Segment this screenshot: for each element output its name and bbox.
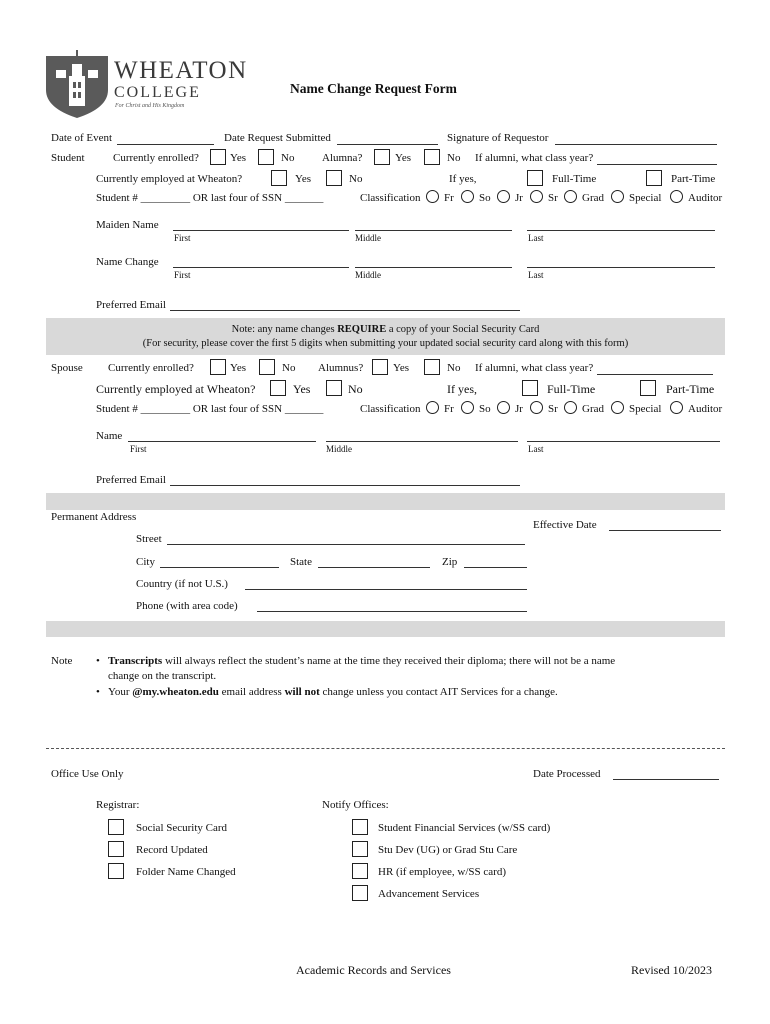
registrar-ssn-label: Social Security Card [136,822,228,834]
logo-motto: For Christ and His Kingdom [115,103,185,109]
phone-label: Phone (with area code) [136,600,238,612]
name-change-label: Name Change [96,256,159,268]
country-label: Country (if not U.S.) [136,578,228,590]
spouse-employed-no-checkbox[interactable] [326,380,342,396]
student-class-auditor-radio[interactable] [670,190,683,203]
student-class-special-label: Special [629,192,662,204]
notify-sfs-label: Student Financial Services (w/SS card) [378,822,551,834]
separator-band-1 [46,493,725,510]
student-class-year-label: If alumni, what class year? [475,152,594,164]
signature-field[interactable] [555,144,717,145]
city-field[interactable] [160,567,279,568]
signature-label: Signature of Requestor [447,132,549,144]
student-classification-options [426,190,726,206]
city-label: City [136,556,155,568]
spouse-class-fr-radio[interactable] [426,401,439,414]
maiden-middle-caption: Middle [355,233,381,243]
office-use-label: Office Use Only [51,768,124,780]
spouse-classification-label: Classification [360,403,421,415]
student-class-jr-radio[interactable] [497,190,510,203]
footer-office: Academic Records and Services [296,963,451,977]
student-part-time-label: Part-Time [671,173,716,185]
spouse-class-special-label: Special [629,403,662,415]
student-class-special-radio[interactable] [611,190,624,203]
spouse-middle-caption: Middle [326,444,352,454]
spouse-class-sr-radio[interactable] [530,401,543,414]
spouse-class-grad-radio[interactable] [564,401,577,414]
spouse-part-time-checkbox[interactable] [640,380,656,396]
notify-advancement-label: Advancement Services [378,888,480,900]
spouse-section-label: Spouse [51,362,83,374]
spouse-last-caption: Last [528,444,544,454]
student-if-yes-label: If yes, [449,173,477,185]
spouse-enrolled-label: Currently enrolled? [108,362,194,374]
notify-studev-checkbox[interactable] [352,841,368,857]
spouse-full-time-checkbox[interactable] [522,380,538,396]
spouse-enrolled-yes-checkbox[interactable] [210,359,226,375]
date-of-event-label: Date of Event [51,132,113,144]
student-alumna-yes-label: Yes [395,152,412,164]
note-transcripts-line2: change on the transcript. [108,670,217,682]
name-change-first-field[interactable] [173,267,349,268]
spouse-class-jr-label: Jr [515,403,523,415]
spouse-class-fr-label: Fr [444,403,454,415]
maiden-last-field[interactable] [527,230,715,231]
student-class-sr-label: Sr [548,192,558,204]
spouse-employed-no-label: No [348,382,363,396]
state-label: State [290,556,312,568]
spouse-middle-field[interactable] [326,441,518,442]
date-request-submitted-field[interactable] [337,144,438,145]
student-classification-label: Classification [360,192,421,204]
maiden-first-field[interactable] [173,230,349,231]
date-request-submitted-label: Date Request Submitted [224,132,331,144]
spouse-enrolled-no-checkbox[interactable] [259,359,275,375]
student-alumna-no-label: No [447,152,461,164]
spouse-class-year-label: If alumni, what class year? [475,362,594,374]
student-alumna-yes-checkbox[interactable] [374,149,390,165]
spouse-number-ssn-label: Student # _________ OR last four of SSN _______ [96,403,324,415]
spouse-class-so-radio[interactable] [461,401,474,414]
permanent-address-label: Permanent Address [51,511,137,523]
notify-sfs-checkbox[interactable] [352,819,368,835]
student-enrolled-no-checkbox[interactable] [258,149,274,165]
bullet-icon: • [96,655,100,667]
street-label: Street [136,533,162,545]
student-preferred-email-field[interactable] [170,310,520,311]
student-class-jr-label: Jr [515,192,523,204]
spouse-employed-label: Currently employed at Wheaton? [96,382,256,396]
student-class-grad-label: Grad [582,192,604,204]
street-field[interactable] [167,544,525,545]
separator-band-2 [46,621,725,637]
maiden-last-caption: Last [528,233,544,243]
registrar-label: Registrar: [96,799,140,811]
note-transcripts-line1: Transcripts will always reflect the student’s name at the time they received their diploma; there will not be a name [108,655,616,667]
spouse-class-auditor-radio[interactable] [670,401,683,414]
student-class-so-radio[interactable] [461,190,474,203]
student-employed-yes-checkbox[interactable] [271,170,287,186]
spouse-first-caption: First [130,444,147,454]
spouse-alumnus-label: Alumnus? [318,362,364,374]
spouse-preferred-email-label: Preferred Email [96,474,166,486]
country-field[interactable] [245,589,527,590]
notify-hr-checkbox[interactable] [352,863,368,879]
student-enrolled-label: Currently enrolled? [113,152,199,164]
effective-date-label: Effective Date [533,519,597,531]
registrar-folder-label: Folder Name Changed [136,866,236,878]
name-change-middle-field[interactable] [355,267,512,268]
registrar-record-label: Record Updated [136,844,208,856]
spouse-last-field[interactable] [527,441,720,442]
student-number-ssn-label: Student # _________ OR last four of SSN _______ [96,192,324,204]
maiden-first-caption: First [174,233,191,243]
bullet-icon: • [96,686,100,698]
spouse-class-so-label: So [479,403,491,415]
phone-field[interactable] [257,611,527,612]
notify-hr-label: HR (if employee, w/SS card) [378,866,506,878]
student-class-grad-radio[interactable] [564,190,577,203]
student-preferred-email-label: Preferred Email [96,299,166,311]
name-change-first-caption: First [174,270,191,280]
name-change-middle-caption: Middle [355,270,381,280]
spouse-first-field[interactable] [128,441,316,442]
spouse-class-jr-radio[interactable] [497,401,510,414]
zip-label: Zip [442,556,458,568]
spouse-employed-yes-label: Yes [293,382,311,396]
registrar-ssn-checkbox[interactable] [108,819,124,835]
student-part-time-checkbox[interactable] [646,170,662,186]
student-class-fr-label: Fr [444,192,454,204]
page-title: Name Change Request Form [290,81,457,96]
spouse-alumnus-yes-checkbox[interactable] [372,359,388,375]
effective-date-field[interactable] [609,530,721,531]
zip-field[interactable] [464,567,527,568]
spouse-full-time-label: Full-Time [547,382,596,396]
notify-offices-label: Notify Offices: [322,799,389,811]
maiden-name-label: Maiden Name [96,219,159,231]
spouse-part-time-label: Part-Time [666,382,715,396]
notify-advancement-checkbox[interactable] [352,885,368,901]
student-employed-no-checkbox[interactable] [326,170,342,186]
spouse-employed-yes-checkbox[interactable] [270,380,286,396]
notify-studev-label: Stu Dev (UG) or Grad Stu Care [378,844,518,856]
logo-name: WHEATON [114,57,248,84]
student-enrolled-yes-label: Yes [230,152,247,164]
student-alumna-label: Alumna? [322,152,363,164]
student-class-fr-radio[interactable] [426,190,439,203]
student-class-so-label: So [479,192,491,204]
student-class-sr-radio[interactable] [530,190,543,203]
spouse-alumnus-yes-label: Yes [393,362,410,374]
student-section-label: Student [51,152,85,164]
student-employed-yes-label: Yes [295,173,312,185]
student-full-time-checkbox[interactable] [527,170,543,186]
spouse-preferred-email-field[interactable] [170,485,520,486]
date-processed-field[interactable] [613,779,719,780]
student-enrolled-no-label: No [281,152,295,164]
spouse-class-grad-label: Grad [582,403,604,415]
student-class-year-field[interactable] [597,164,717,165]
spouse-class-auditor-label: Auditor [688,403,723,415]
footer-revised: Revised 10/2023 [631,963,712,977]
note-email: Your @my.wheaton.edu email address will not change unless you contact AIT Services for a change. [108,686,558,698]
maiden-middle-field[interactable] [355,230,512,231]
student-alumna-no-checkbox[interactable] [424,149,440,165]
spouse-name-label: Name [96,430,123,442]
spouse-alumnus-no-label: No [447,362,461,374]
shield-logo-icon [44,46,110,118]
ssn-note-line2: (For security, please cover the first 5 digits when submitting your updated social security card along with this form) [142,338,629,349]
state-field[interactable] [318,567,430,568]
spouse-enrolled-no-label: No [282,362,296,374]
date-of-event-field[interactable] [117,144,214,145]
registrar-folder-checkbox[interactable] [108,863,124,879]
student-class-auditor-label: Auditor [688,192,723,204]
date-processed-label: Date Processed [533,768,601,780]
note-label: Note [51,655,73,667]
student-enrolled-yes-checkbox[interactable] [210,149,226,165]
student-full-time-label: Full-Time [552,173,597,185]
cut-line [46,748,725,749]
logo-college: COLLEGE [114,84,201,101]
spouse-if-yes-label: If yes, [447,382,477,396]
student-employed-label: Currently employed at Wheaton? [96,173,243,185]
spouse-alumnus-no-checkbox[interactable] [424,359,440,375]
registrar-record-checkbox[interactable] [108,841,124,857]
name-change-last-field[interactable] [527,267,715,268]
ssn-note-line1: Note: any name changes REQUIRE a copy of your Social Security Card [231,324,540,335]
spouse-class-special-radio[interactable] [611,401,624,414]
student-employed-no-label: No [349,173,363,185]
name-change-last-caption: Last [528,270,544,280]
spouse-classification-options [426,401,726,417]
spouse-class-sr-label: Sr [548,403,558,415]
spouse-class-year-field[interactable] [597,374,713,375]
spouse-enrolled-yes-label: Yes [230,362,247,374]
